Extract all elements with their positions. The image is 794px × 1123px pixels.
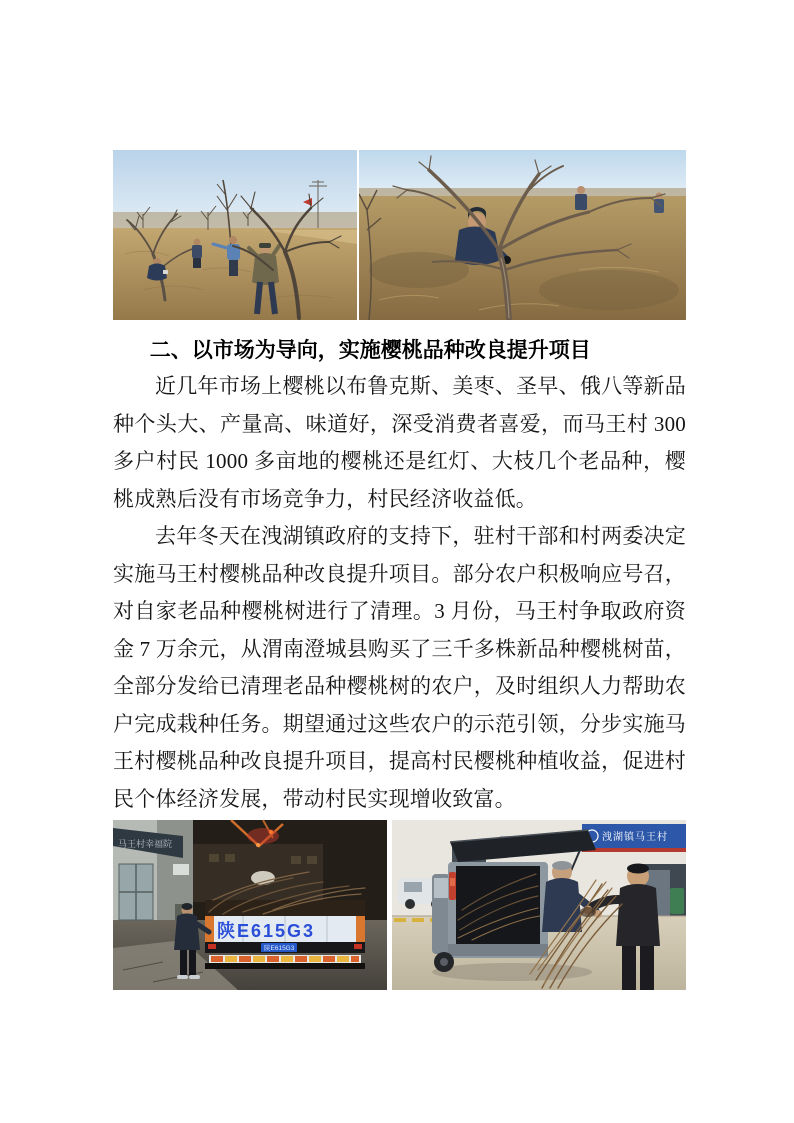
- building-sign-text: 马王村幸福院: [118, 839, 173, 849]
- photo-row-top: [113, 150, 686, 320]
- building-left: [113, 820, 193, 920]
- paragraph-improvement-project: 去年冬天在洩湖镇政府的支持下，驻村干部和村两委决定实施马王村樱桃品种改良提升项目。部分农户积极响应号召，对自家老品种樱桃树进行了清理。3 月份，马王村争取政府资金 7 万余元，从渭南澄城县购买了三千多株新品种樱桃树苗，全部分发给已清理老品种樱桃树的农户，及时组织人力帮助农户完成栽种任务。期望通过这些农户的示范引领，分步实施马王村樱桃品种改良提升项目，提高村民樱桃种植收益，促进村民个体经济发展，带动村民实现增收致富。: [113, 524, 686, 811]
- photo-pruning-closeup: [359, 150, 686, 320]
- paragraph-market-varieties: 近几年市场上樱桃以布鲁克斯、美枣、圣早、俄八等新品种个头大、产量高、味道好，深受消费者喜爱，而马王村 300 多户村民 1000 多亩地的樱桃还是红灯、大枝几个老品种，樱桃成熟后没有市场竞争力，村民经济收益低。: [113, 374, 686, 511]
- truck-banner-text: 陕E615G3: [217, 921, 316, 941]
- license-plate-text: 陕E615G3: [264, 945, 295, 952]
- clinic-sign-text: 洩湖镇马王村: [602, 832, 668, 843]
- photo-sapling-truck-night: [113, 820, 387, 990]
- photo-van-sapling-unloading: [392, 820, 686, 990]
- photo-orchard-pruning-group: [113, 150, 357, 320]
- clinic-sign: [582, 824, 686, 852]
- ac-unit: [173, 864, 189, 875]
- section-heading: 二、以市场为导向，实施樱桃品种改良提升项目: [149, 339, 591, 362]
- photo-row-bottom: [113, 820, 686, 990]
